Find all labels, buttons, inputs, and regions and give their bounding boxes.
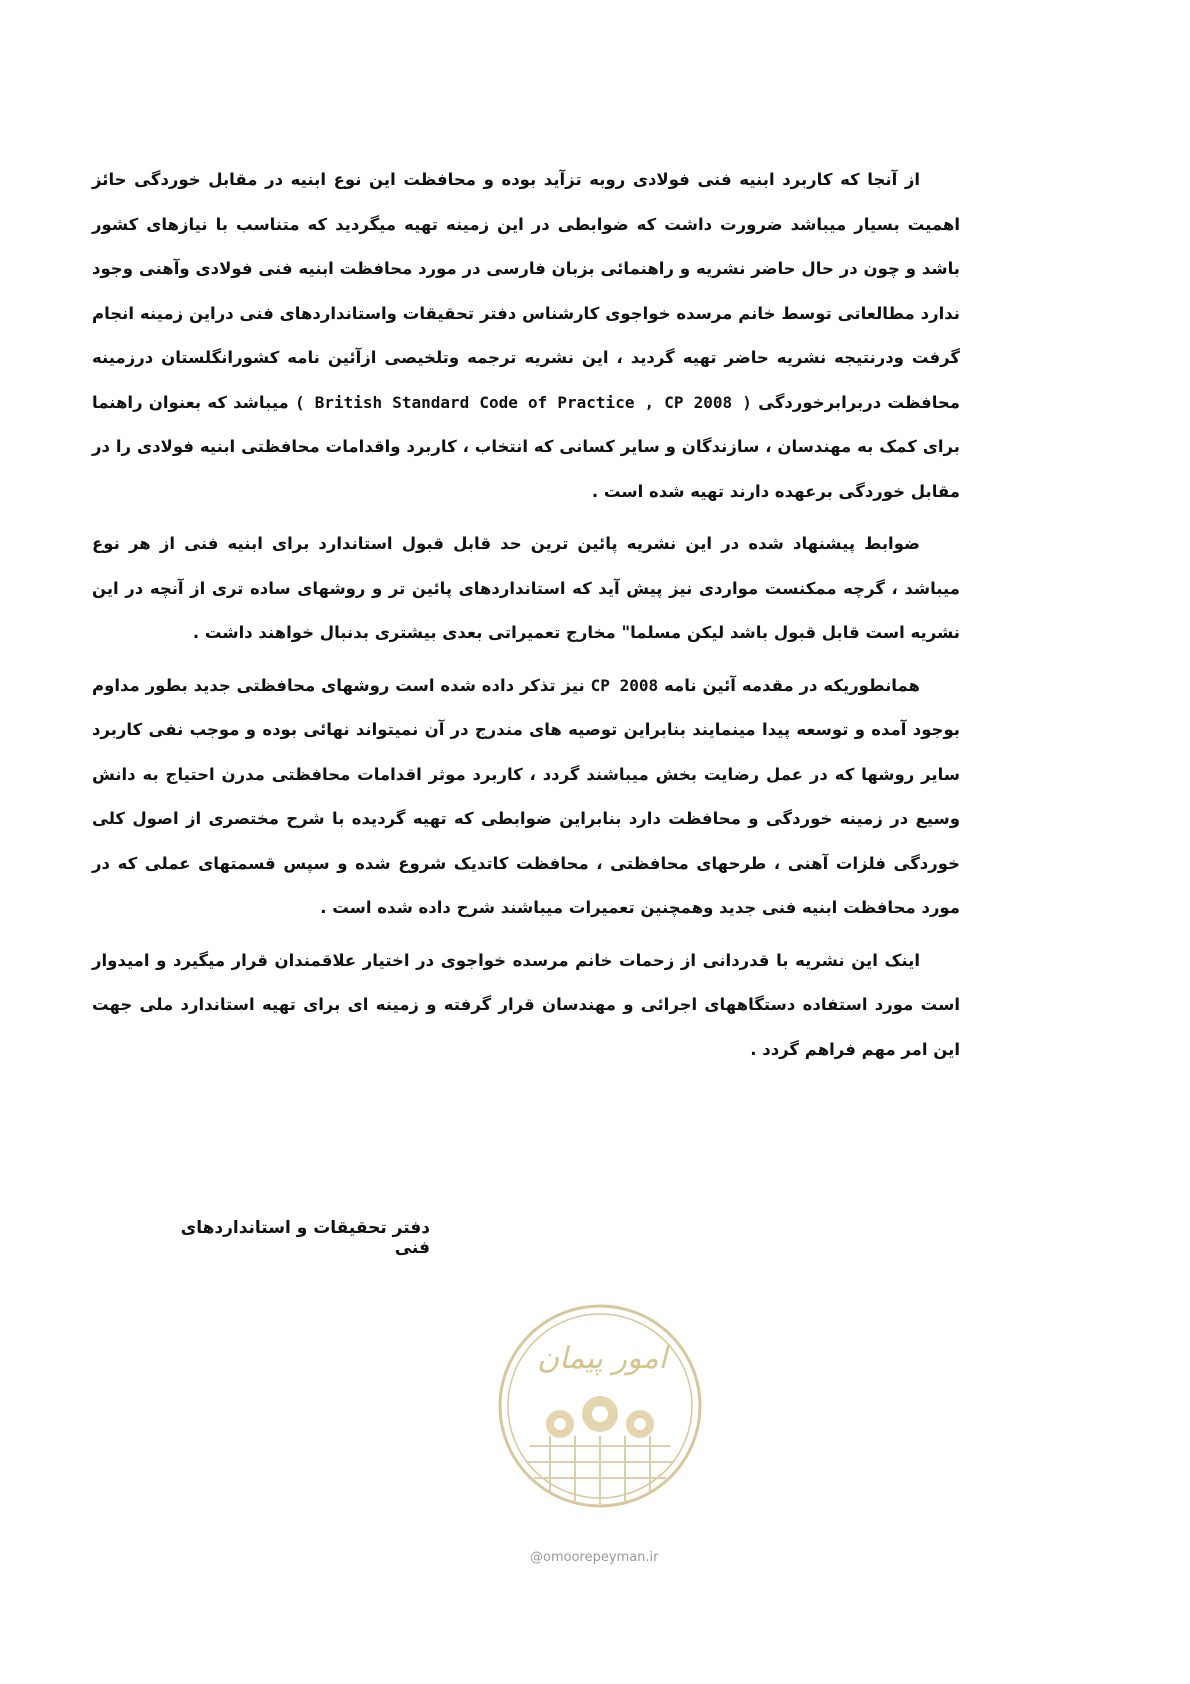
paragraph-3-lead: همانطوریکه در مقدمه آئین نامه bbox=[664, 675, 920, 695]
paragraph-1-text: از آنجا که کاربرد ابنیه فنی فولادی روبه تزآید بوده و محافظت این نوع ابنیه در مقابل خوردگی حائز اهمیت بسیار میباشد ضرورت داشت که ضوابطی در این زمینه تهیه میگردید که متناسب با نیازهای کشور باشد و چون در حال حاضر نشریه و راهنمائی بزبان فارسی در مورد محافظت ابنیه فنی فولادی وآهنی وجود ندارد مطالعاتی توسط خانم مرسده خواجوی کارشناس دفتر تحقیقات واستانداردهای فنی دراین زمینه انجام گرفت ودرنتیجه نشریه حاضر تهیه گردید ، این نشریه ترجمه وتلخیصی ازآئین نامه کشورانگلستان درزمینه محافظت دربرابرخوردگی bbox=[92, 170, 961, 412]
paragraph-acknowledgement bbox=[92, 939, 960, 1073]
paragraph-4-text: اینک این نشریه با قدردانی از زحمات خانم مرسده خواجوی در اختیار علاقمندان قرار میگیرد و امیدوار است مورد استفاده دستگاههای اجرائی و مهندسان قرار گرفته و زمینه ای برای تهیه استاندارد ملی جهت این امر مهم فراهم گردد . bbox=[92, 950, 960, 1059]
paragraph-methods bbox=[92, 664, 960, 931]
paragraph-2-text: ضوابط پیشنهاد شده در این نشریه پائین ترین حد قابل قبول استاندارد برای ابنیه فنی از هر نوع میباشد ، گرچه ممکنست مواردی نیز پیش آید که استانداردهای پائین تر و روشهای ساده تری از آنچه در این نشریه است قابل قبول باشد لیکن مسلما" مخارج تعمیراتی بعدی بیشتری بدنبال خواهند داشت . bbox=[92, 534, 960, 642]
signature-office: دفتر تحقیقات و استانداردهای فنی bbox=[180, 1218, 430, 1258]
paragraph-standards bbox=[92, 522, 960, 656]
paragraph-intro bbox=[92, 158, 960, 514]
paragraph-3-text: نیز تذکر داده شده است روشهای محافظتی جدید بطور مداوم بوجود آمده و توسعه پیدا مینمایند بنابراین توصیه های مندرج در آن نمیتواند نهائی بوده و موجب نفی کاربرد سایر روشها که در عمل رضایت بخش میباشند گردد ، کاربرد موثر اقدامات محافظتی مدرن احتیاج به دانش وسیع در زمینه خوردگی و محافظت دارد بنابراین ضوابطی که تهیه گردیده با شرح مختصری از اصول کلی خوردگی فلزات آهنی ، طرحهای محافظتی ، محافظت کاتدیک شروع شده و سپس قسمتهای عملی که در مورد محافظت ابنیه فنی جدید وهمچنین تعمیرات میباشند شرح داده شده است . bbox=[92, 675, 960, 917]
paragraph-1-continuation: میباشد که بعنوان راهنما برای کمک به مهندسان ، سازندگان و سایر کسانی که انتخاب ، کاربرد واقدامات محافظتی ابنیه فولادی را در مقابل خوردگی برعهده دارند تهیه شده است . bbox=[92, 392, 960, 501]
document-body bbox=[92, 158, 960, 1072]
code-reference: CP 2008 bbox=[590, 675, 659, 695]
british-standard-reference: ( British Standard Code of Practice , CP 2008 ) bbox=[295, 392, 752, 412]
watermark-logo-text: امور پیمان bbox=[537, 1341, 667, 1376]
watermark-logo bbox=[490, 1296, 710, 1516]
watermark-site: @omoorepeyman.ir bbox=[530, 1550, 659, 1565]
